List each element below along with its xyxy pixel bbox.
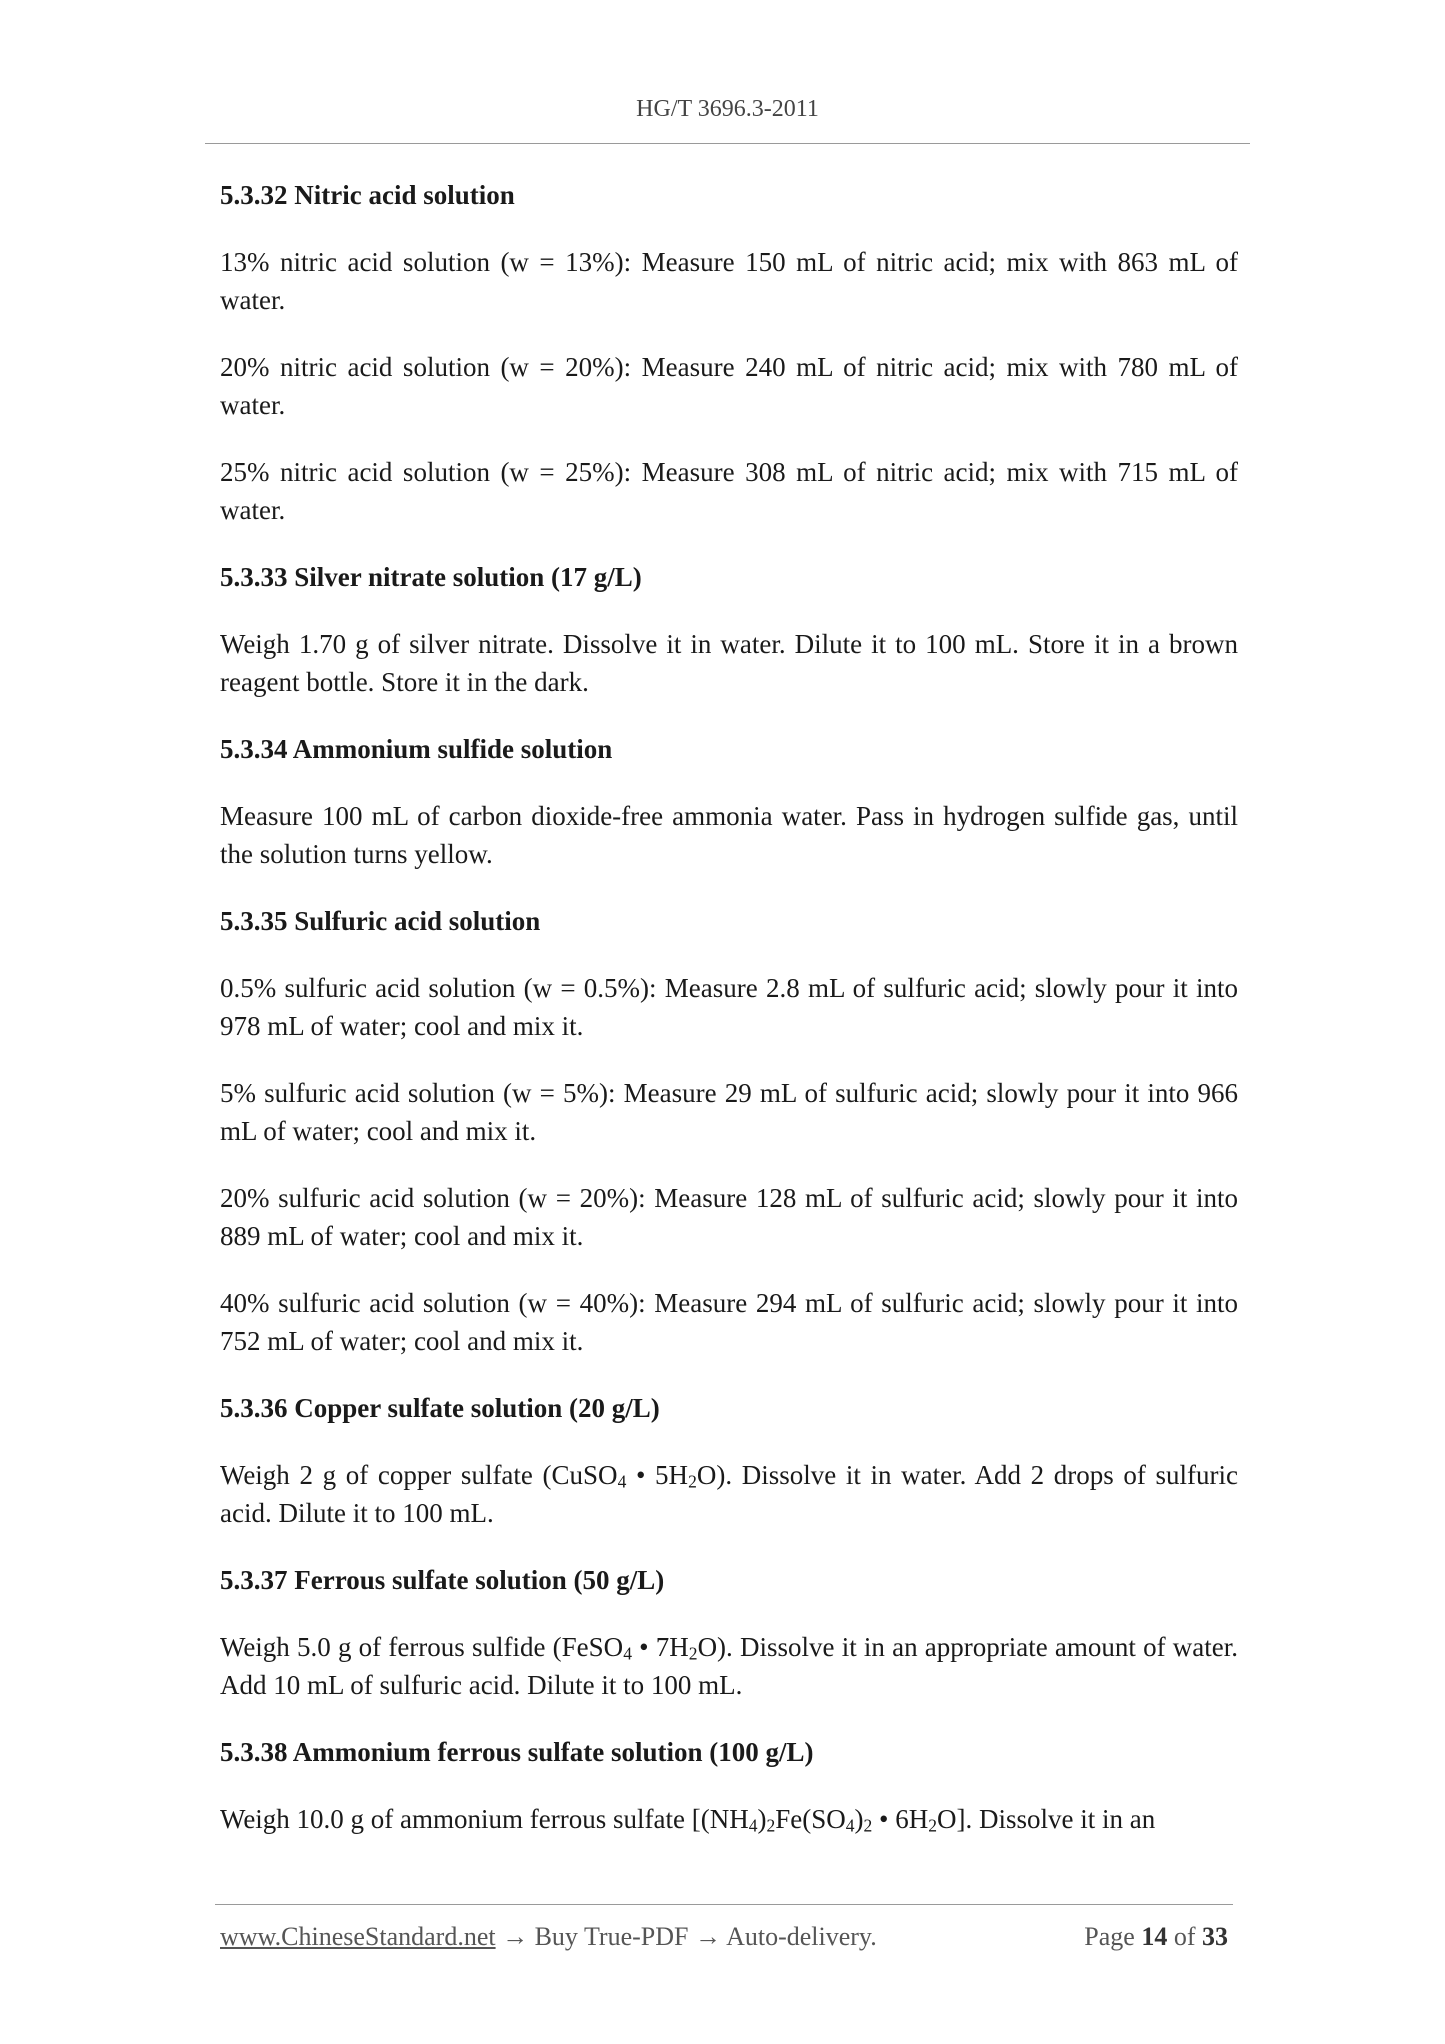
section-heading: 5.3.33 Silver nitrate solution (17 g/L) (220, 562, 642, 592)
section-heading: 5.3.35 Sulfuric acid solution (220, 906, 541, 936)
body-paragraph: 25% nitric acid solution (w = 25%): Measure 308 mL of nitric acid; mix with 715 mL of water. (220, 457, 1238, 525)
header-divider (205, 143, 1250, 144)
page-header: HG/T 3696.3-2011 (636, 96, 819, 122)
footer-promo-buy: Buy True-PDF (534, 1922, 689, 1951)
body-paragraph: Weigh 2 g of copper sulfate (CuSO$_4$ • $5H_2O$). Dissolve it in water. Add 2 drops of sulfuric acid. Dilute it to 100 mL. (220, 1460, 1238, 1528)
body-paragraph: 40% sulfuric acid solution (w = 40%): Measure 294 mL of sulfuric acid; slowly pour it into 752 mL of water; cool and mix it. (220, 1288, 1238, 1356)
body-paragraph: 13% nitric acid solution (w = 13%): Measure 150 mL of nitric acid; mix with 863 mL of water. (220, 247, 1238, 315)
section-heading: 5.3.36 Copper sulfate solution (20 g/L) (220, 1393, 660, 1423)
footer-promo-delivery: Auto-delivery. (726, 1922, 877, 1951)
arrow-right-icon: → (502, 1922, 535, 1951)
body-paragraph: Weigh 10.0 g of ammonium ferrous sulfate [$(NH_4)_2Fe(SO_4)_2$ • $6H_2O$]. Dissolve it in an (220, 1804, 1156, 1836)
section-heading: 5.3.37 Ferrous sulfate solution (50 g/L) (220, 1565, 665, 1595)
section-heading: 5.3.38 Ammonium ferrous sulfate solution (100 g/L) (220, 1737, 814, 1767)
page-total: 33 (1202, 1922, 1228, 1951)
section-heading: 5.3.32 Nitric acid solution (220, 180, 515, 210)
body-paragraph: 20% nitric acid solution (w = 20%): Measure 240 mL of nitric acid; mix with 780 mL of water. (220, 352, 1238, 420)
page-footer (220, 1922, 1228, 1952)
body-paragraph: 20% sulfuric acid solution (w = 20%): Measure 128 mL of sulfuric acid; slowly pour it into 889 mL of water; cool and mix it. (220, 1183, 1238, 1251)
footer-promo (220, 1922, 877, 1952)
body-paragraph: 5% sulfuric acid solution (w = 5%): Measure 29 mL of sulfuric acid; slowly pour it into 966 mL of water; cool and mix it. (220, 1078, 1238, 1146)
arrow-right-icon: → (695, 1922, 727, 1951)
document-body (220, 176, 1238, 1838)
site-link[interactable]: www.ChineseStandard.net (220, 1922, 496, 1951)
page-number: Page 14 of 33 (1084, 1922, 1228, 1951)
body-paragraph: Measure 100 mL of carbon dioxide-free ammonia water. Pass in hydrogen sulfide gas, until the solution turns yellow. (220, 801, 1238, 869)
body-paragraph: Weigh 5.0 g of ferrous sulfide (FeSO$_4$ • $7H_2O$). Dissolve it in an appropriate amount of water. Add 10 mL of sulfuric acid. Dilute it to 100 mL. (220, 1632, 1238, 1700)
body-paragraph: Weigh 1.70 g of silver nitrate. Dissolve it in water. Dilute it to 100 mL. Store it in a brown reagent bottle. Store it in the dark. (220, 629, 1238, 697)
footer-divider (215, 1904, 1233, 1905)
section-heading: 5.3.34 Ammonium sulfide solution (220, 734, 613, 764)
page-current: 14 (1141, 1922, 1168, 1951)
body-paragraph: 0.5% sulfuric acid solution (w = 0.5%): Measure 2.8 mL of sulfuric acid; slowly pour it into 978 mL of water; cool and mix it. (220, 973, 1238, 1041)
